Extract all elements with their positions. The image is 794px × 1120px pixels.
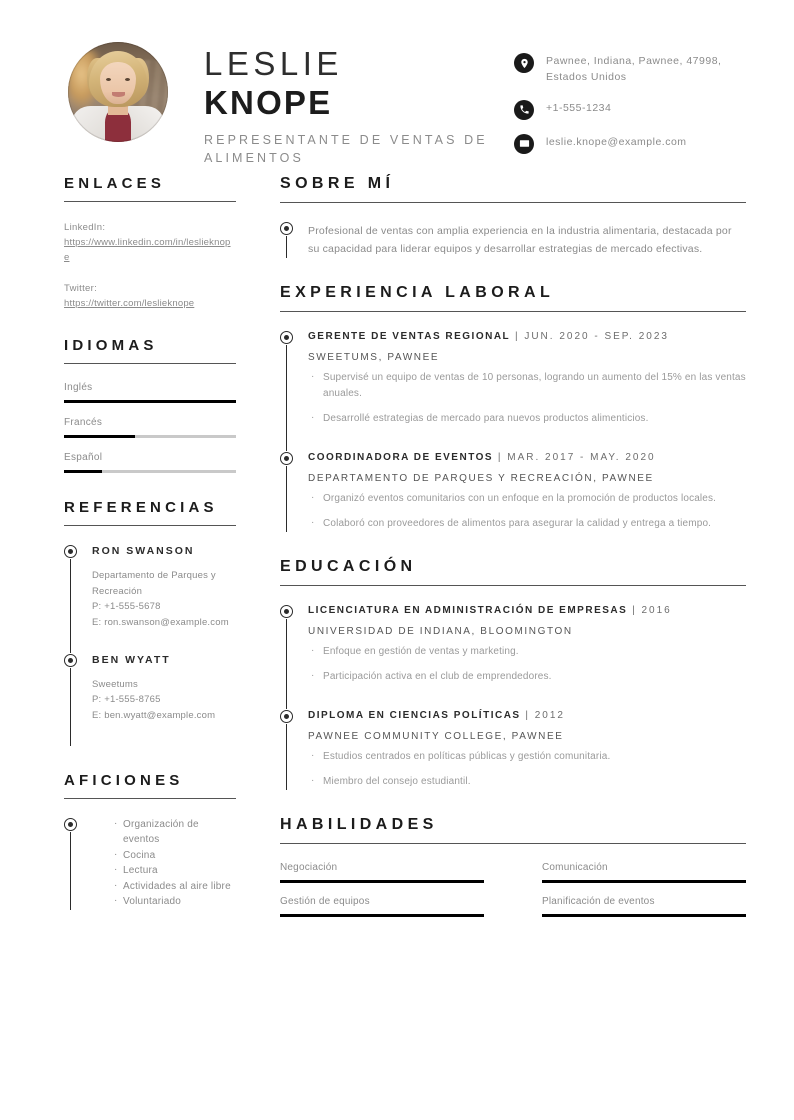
hobby-list-item: · Lectura xyxy=(114,863,236,879)
timeline-dot-icon xyxy=(64,818,77,831)
skills-grid xyxy=(280,862,746,930)
timeline-connector xyxy=(286,345,287,451)
link-label: LinkedIn: xyxy=(64,222,106,233)
section-languages xyxy=(64,337,236,473)
education-bullet: · Miembro del consejo estudiantil. xyxy=(308,774,746,790)
about-text: Profesional de ventas con amplia experiencia en la industria alimentaria, destacada por su capacidad para liderar equipos y desarrollar estrategias de mercado efectivas. xyxy=(308,225,732,256)
contact-block xyxy=(514,42,746,154)
resume-columns xyxy=(0,175,794,956)
hobbies-item xyxy=(64,817,236,910)
reference-item xyxy=(64,653,236,746)
education-item xyxy=(280,604,746,709)
language-bar-fill xyxy=(64,435,135,438)
experience-heading xyxy=(308,330,746,342)
education-separator: | xyxy=(627,605,642,617)
skill-label: Gestión de equipos xyxy=(280,896,370,908)
language-bar-track xyxy=(64,470,236,473)
timeline-connector xyxy=(286,619,287,709)
skill-item xyxy=(542,862,746,883)
experience-bullet: · Colaboró con proveedores de alimentos para asegurar la calidad y entrega a tiempo. xyxy=(308,516,746,532)
reference-item xyxy=(64,544,236,653)
divider xyxy=(280,311,746,312)
education-school: PAWNEE COMMUNITY COLLEGE, PAWNEE xyxy=(308,731,564,743)
section-experience xyxy=(280,284,746,532)
timeline-dot-icon xyxy=(280,710,293,723)
timeline-dot-icon xyxy=(280,605,293,618)
skill-label: Planificación de eventos xyxy=(542,896,655,908)
timeline-connector xyxy=(286,236,287,258)
divider xyxy=(64,525,236,526)
section-links xyxy=(64,175,236,311)
divider xyxy=(280,202,746,203)
address-text: Pawnee, Indiana, Pawnee, 47998, Estados Unidos xyxy=(546,55,722,84)
contact-phone xyxy=(514,99,746,120)
experience-separator: | xyxy=(493,452,508,464)
section-title-languages: IDIOMAS xyxy=(64,336,158,354)
skill-bar xyxy=(542,914,746,917)
language-item xyxy=(64,417,236,438)
envelope-icon xyxy=(514,134,534,154)
education-bullets xyxy=(308,749,746,790)
experience-bullet: · Supervisé un equipo de ventas de 10 personas, logrando un aumento del 15% en las ventas anuales. xyxy=(308,370,746,402)
experience-bullet: · Desarrollé estrategias de mercado para nuevos productos alimenticios. xyxy=(308,411,746,427)
section-education xyxy=(280,558,746,790)
experience-item xyxy=(280,330,746,451)
hobby-list-item: · Actividades al aire libre xyxy=(114,879,236,895)
language-label: Inglés xyxy=(64,381,93,393)
experience-dates: MAR. 2017 - MAY. 2020 xyxy=(507,452,656,464)
job-title: REPRESENTANTE DE VENTAS DE ALIMENTOS xyxy=(204,132,488,166)
education-heading xyxy=(308,604,746,616)
experience-bullet: · Organizó eventos comunitarios con un enfoque en la promoción de productos locales. xyxy=(308,491,746,507)
experience-role: COORDINADORA DE EVENTOS xyxy=(308,452,494,464)
language-bar-track xyxy=(64,400,236,403)
experience-heading xyxy=(308,451,746,463)
section-title-about: SOBRE MÍ xyxy=(280,175,395,192)
skill-item xyxy=(280,896,484,917)
education-bullets xyxy=(308,644,746,685)
experience-role: GERENTE DE VENTAS REGIONAL xyxy=(308,331,511,343)
contact-email xyxy=(514,133,746,154)
education-year: 2012 xyxy=(534,710,565,722)
section-title-experience: EXPERIENCIA LABORAL xyxy=(280,284,555,302)
divider xyxy=(280,585,746,586)
profile-photo-wrap xyxy=(68,42,168,142)
reference-name: RON SWANSON xyxy=(92,544,195,557)
section-about xyxy=(280,175,746,258)
section-title-links: ENLACES xyxy=(64,175,166,192)
section-title-references: REFERENCIAS xyxy=(64,498,218,516)
location-pin-icon xyxy=(514,53,534,73)
section-skills xyxy=(280,816,746,930)
skill-label: Negociación xyxy=(280,862,338,874)
timeline-dot-icon xyxy=(280,331,293,344)
experience-employer: SWEETUMS, PAWNEE xyxy=(308,352,440,364)
divider xyxy=(64,201,236,202)
skill-item xyxy=(542,896,746,917)
experience-dates: JUN. 2020 - SEP. 2023 xyxy=(524,331,669,343)
skill-item xyxy=(280,862,484,883)
timeline-connector xyxy=(70,832,71,910)
skill-bar xyxy=(542,880,746,883)
reference-name: BEN WYATT xyxy=(92,653,171,666)
education-degree: DIPLOMA EN CIENCIAS POLÍTICAS xyxy=(308,710,521,722)
first-name: LESLIE xyxy=(204,45,343,82)
section-title-education: EDUCACIÓN xyxy=(280,558,417,576)
last-name: KNOPE xyxy=(204,83,333,121)
language-bar-track xyxy=(64,435,236,438)
timeline-connector xyxy=(286,466,287,532)
experience-bullets xyxy=(308,370,746,427)
education-separator: | xyxy=(520,710,535,722)
name-block xyxy=(168,42,514,167)
linkedin-url[interactable]: https://www.linkedin.com/in/leslieknope xyxy=(64,237,231,264)
section-title-skills: HABILIDADES xyxy=(280,816,438,834)
education-year: 2016 xyxy=(641,605,672,617)
phone-text: +1-555-1234 xyxy=(546,101,612,114)
language-bar-fill xyxy=(64,400,236,403)
language-label: Francés xyxy=(64,416,103,428)
education-item xyxy=(280,709,746,790)
section-title-hobbies: AFICIONES xyxy=(64,771,184,789)
language-bar-fill xyxy=(64,470,102,473)
language-label: Español xyxy=(64,451,103,463)
skill-bar xyxy=(280,880,484,883)
email-text: leslie.knope@example.com xyxy=(546,135,687,148)
timeline-dot-icon xyxy=(64,654,77,667)
hobby-list xyxy=(92,817,236,910)
phone-icon xyxy=(514,100,534,120)
link-item xyxy=(64,281,236,311)
divider xyxy=(280,843,746,844)
hobby-list-item: · Organización de eventos xyxy=(114,817,236,848)
timeline-dot-icon xyxy=(280,222,293,235)
profile-photo xyxy=(68,42,168,142)
experience-separator: | xyxy=(510,331,525,343)
education-school: UNIVERSIDAD DE INDIANA, BLOOMINGTON xyxy=(308,626,573,638)
hobby-list-item: · Voluntariado xyxy=(114,894,236,910)
resume-header xyxy=(0,0,794,175)
sidebar-column xyxy=(64,175,254,956)
timeline-dot-icon xyxy=(64,545,77,558)
divider xyxy=(64,798,236,799)
twitter-url[interactable]: https://twitter.com/leslieknope xyxy=(64,297,195,309)
experience-employer: DEPARTAMENTO DE PARQUES Y RECREACIÓN, PAWNEE xyxy=(308,473,654,485)
language-item xyxy=(64,452,236,473)
timeline-connector xyxy=(286,724,287,790)
reference-details: Departamento de Parques y Recreación P: +1-555-5678 E: ron.swanson@example.com xyxy=(92,569,229,628)
about-entry xyxy=(280,221,746,258)
reference-details: Sweetums P: +1-555-8765 E: ben.wyatt@example.com xyxy=(92,678,216,721)
timeline-connector xyxy=(70,559,71,653)
divider xyxy=(64,363,236,364)
experience-item xyxy=(280,451,746,532)
section-hobbies xyxy=(64,772,236,910)
contact-address xyxy=(514,52,746,86)
education-bullet: · Participación activa en el club de emprendedores. xyxy=(308,669,746,685)
hobby-list-item: · Cocina xyxy=(114,848,236,864)
language-item xyxy=(64,382,236,403)
education-bullet: · Enfoque en gestión de ventas y marketing. xyxy=(308,644,746,660)
section-references xyxy=(64,499,236,746)
main-column xyxy=(254,175,746,956)
link-label: Twitter: xyxy=(64,282,98,294)
timeline-dot-icon xyxy=(280,452,293,465)
education-heading xyxy=(308,709,746,721)
education-degree: LICENCIATURA EN ADMINISTRACIÓN DE EMPRESAS xyxy=(308,605,628,617)
skill-label: Comunicación xyxy=(542,862,608,874)
education-bullet: · Estudios centrados en políticas públicas y gestión comunitaria. xyxy=(308,749,746,765)
experience-bullets xyxy=(308,491,746,532)
timeline-connector xyxy=(70,668,71,746)
skill-bar xyxy=(280,914,484,917)
link-item xyxy=(64,220,236,266)
